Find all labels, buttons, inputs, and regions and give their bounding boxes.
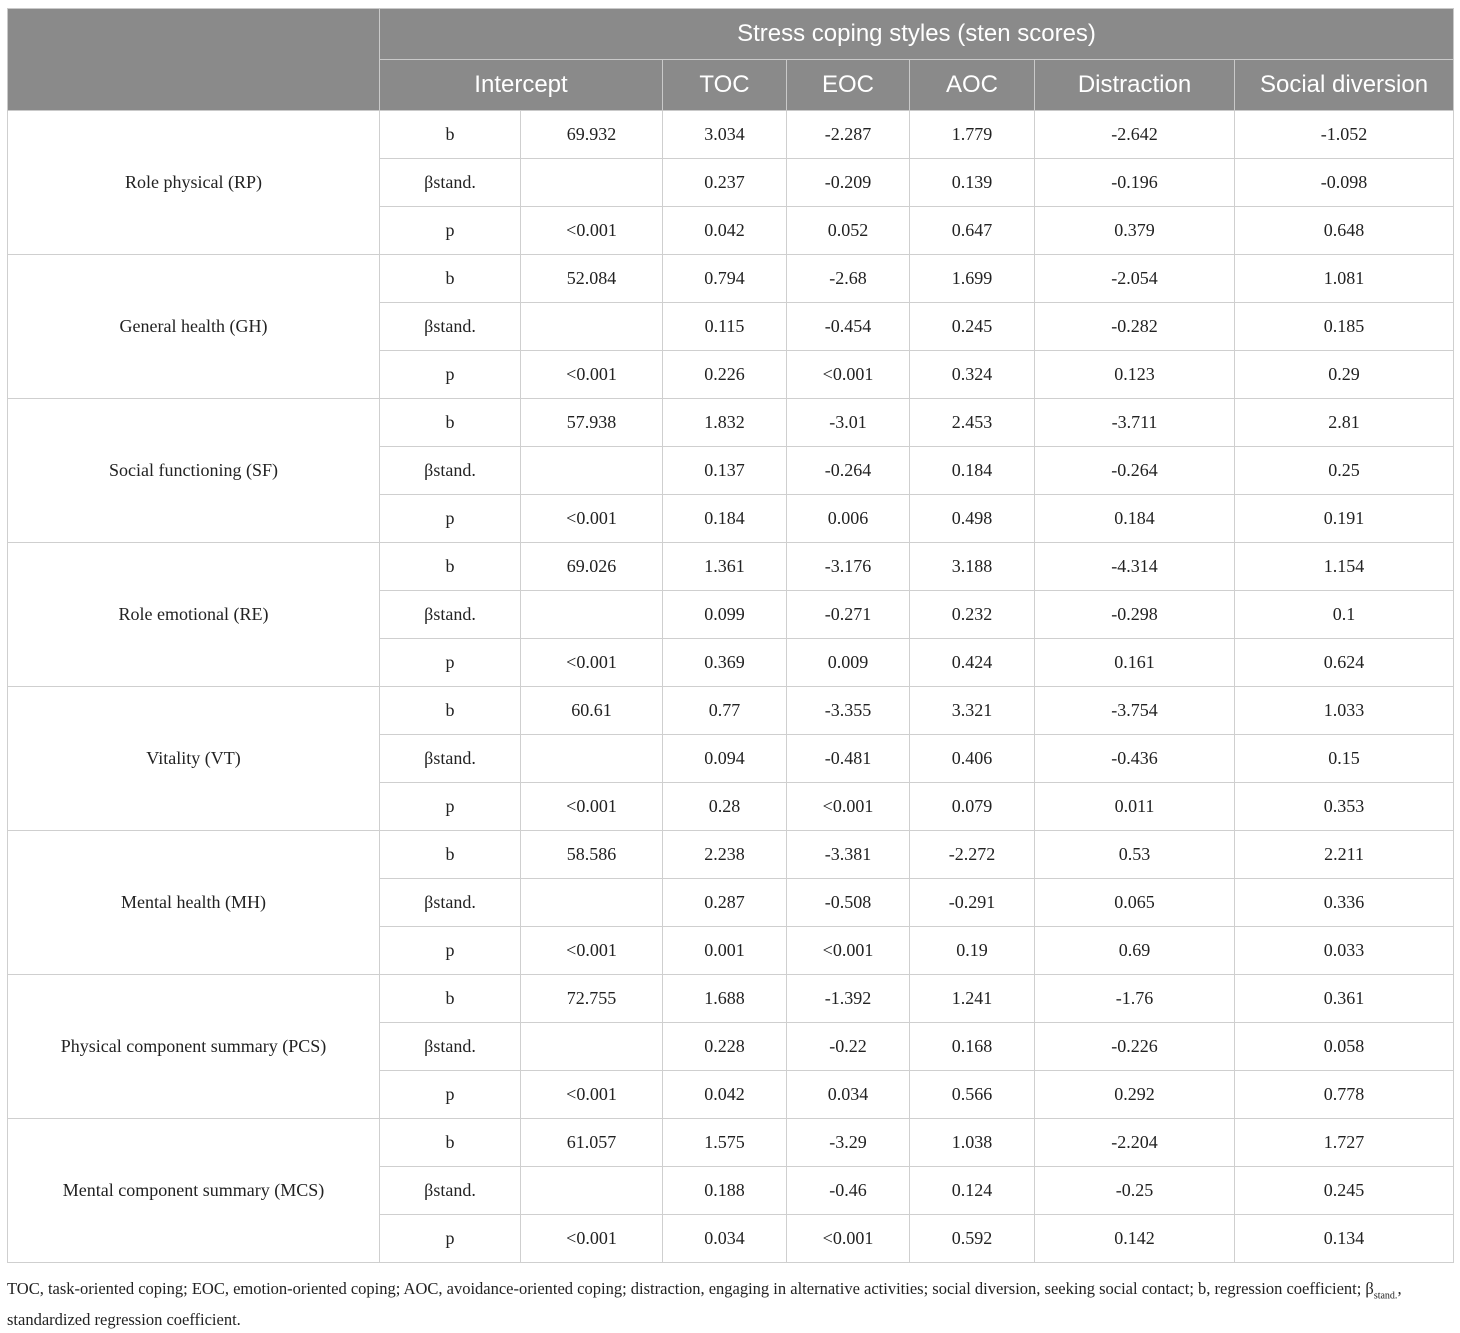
table-cell: <0.001 [521,783,663,831]
table-cell: 0.134 [1235,1215,1454,1263]
table-cell: -0.454 [787,303,910,351]
stat-label: βstand. [380,591,521,639]
table-cell: 0.29 [1235,351,1454,399]
row-group-label: Mental component summary (MCS) [8,1119,380,1263]
stat-label: βstand. [380,735,521,783]
table-cell: 0.647 [910,207,1035,255]
table-cell: 0.379 [1035,207,1235,255]
table-cell: -2.642 [1035,111,1235,159]
table-cell: 3.034 [663,111,787,159]
stat-label: b [380,255,521,303]
table-cell: 0.778 [1235,1071,1454,1119]
table-cell: 0.794 [663,255,787,303]
stat-label: βstand. [380,1167,521,1215]
table-cell: 0.188 [663,1167,787,1215]
table-cell: 0.033 [1235,927,1454,975]
table-cell: 0.185 [1235,303,1454,351]
table-footnote [7,1277,1453,1332]
table-cell: -0.25 [1035,1167,1235,1215]
table-cell: -3.754 [1035,687,1235,735]
table-row [8,399,1454,447]
table-cell: 0.006 [787,495,910,543]
table-cell: 69.026 [521,543,663,591]
table-cell: -0.098 [1235,159,1454,207]
table-cell: 0.648 [1235,207,1454,255]
table-cell: <0.001 [521,639,663,687]
table-cell: 0.142 [1035,1215,1235,1263]
table-cell: -3.29 [787,1119,910,1167]
stat-label: βstand. [380,447,521,495]
table-row [8,111,1454,159]
stat-label: p [380,1215,521,1263]
table-cell: 0.361 [1235,975,1454,1023]
table-cell: 0.123 [1035,351,1235,399]
table-cell: <0.001 [521,1071,663,1119]
row-group-label: Social functioning (SF) [8,399,380,543]
table-cell: -4.314 [1035,543,1235,591]
table-cell: 72.755 [521,975,663,1023]
table-cell: <0.001 [787,1215,910,1263]
row-group-label: Role physical (RP) [8,111,380,255]
table-cell: 0.369 [663,639,787,687]
header-eoc: EOC [787,60,910,111]
table-cell: -3.01 [787,399,910,447]
table-cell: -3.355 [787,687,910,735]
table-cell: 0.232 [910,591,1035,639]
table-cell: -2.68 [787,255,910,303]
footnote-tail: , standardized regression coefficient. [7,1279,1402,1330]
table-cell: -0.209 [787,159,910,207]
table-cell: 3.188 [910,543,1035,591]
table-cell: 0.498 [910,495,1035,543]
table-cell: 1.727 [1235,1119,1454,1167]
table-cell: 0.69 [1035,927,1235,975]
table-cell: 57.938 [521,399,663,447]
table-cell: -0.298 [1035,591,1235,639]
regression-table-container [7,8,1453,1263]
row-group-label: Physical component summary (PCS) [8,975,380,1119]
table-cell: 1.033 [1235,687,1454,735]
footnote-main: TOC, task-oriented coping; EOC, emotion-oriented coping; AOC, avoidance-oriented coping; distraction, engaging in alternative activities; social diversion, seeking social contact; b, regression coefficient; β [7,1279,1374,1298]
stat-label: βstand. [380,1023,521,1071]
table-cell: -0.271 [787,591,910,639]
table-cell: <0.001 [521,207,663,255]
stat-label: p [380,1071,521,1119]
table-cell: 0.226 [663,351,787,399]
row-group-label: General health (GH) [8,255,380,399]
table-cell: -1.392 [787,975,910,1023]
stat-label: b [380,543,521,591]
table-cell: <0.001 [521,351,663,399]
table-cell: 1.038 [910,1119,1035,1167]
table-cell: 0.245 [1235,1167,1454,1215]
table-cell: -3.711 [1035,399,1235,447]
table-cell: 1.699 [910,255,1035,303]
table-cell: 2.211 [1235,831,1454,879]
table-cell: -0.22 [787,1023,910,1071]
table-cell: 0.034 [663,1215,787,1263]
table-row [8,1119,1454,1167]
table-cell: 0.168 [910,1023,1035,1071]
table-cell: -0.481 [787,735,910,783]
stat-label: b [380,1119,521,1167]
table-cell: 0.139 [910,159,1035,207]
table-cell: -0.436 [1035,735,1235,783]
table-cell: 0.624 [1235,639,1454,687]
table-cell: -0.196 [1035,159,1235,207]
table-cell: 0.353 [1235,783,1454,831]
table-cell: 0.245 [910,303,1035,351]
table-cell: 0.1 [1235,591,1454,639]
header-distraction: Distraction [1035,60,1235,111]
table-cell: <0.001 [521,1215,663,1263]
table-cell: 0.042 [663,207,787,255]
table-cell: 2.453 [910,399,1035,447]
table-cell: 60.61 [521,687,663,735]
stat-label: b [380,831,521,879]
table-cell: 52.084 [521,255,663,303]
stat-label: p [380,351,521,399]
table-cell: 58.586 [521,831,663,879]
row-group-label: Vitality (VT) [8,687,380,831]
table-body [8,111,1454,1263]
table-cell: -0.264 [787,447,910,495]
table-cell [521,303,663,351]
table-cell: 0.099 [663,591,787,639]
table-cell: 0.53 [1035,831,1235,879]
stat-label: p [380,927,521,975]
header-super-title: Stress coping styles (sten scores) [380,9,1454,60]
table-cell: 0.15 [1235,735,1454,783]
table-cell: <0.001 [521,927,663,975]
table-row [8,975,1454,1023]
header-toc: TOC [663,60,787,111]
table-header [8,9,1454,111]
table-cell: <0.001 [787,351,910,399]
table-cell: 3.321 [910,687,1035,735]
table-cell: 0.324 [910,351,1035,399]
table-cell: -3.176 [787,543,910,591]
stat-label: βstand. [380,303,521,351]
regression-table [7,8,1454,1263]
table-row [8,831,1454,879]
table-cell: 0.336 [1235,879,1454,927]
table-cell: -0.264 [1035,447,1235,495]
table-cell: -2.287 [787,111,910,159]
table-cell: 0.137 [663,447,787,495]
table-cell: 0.592 [910,1215,1035,1263]
table-cell: 0.184 [1035,495,1235,543]
table-cell: 1.081 [1235,255,1454,303]
table-cell [521,1167,663,1215]
table-cell: 0.115 [663,303,787,351]
row-group-label: Mental health (MH) [8,831,380,975]
table-cell: <0.001 [787,783,910,831]
table-row [8,687,1454,735]
table-cell: 0.161 [1035,639,1235,687]
table-cell: 0.184 [910,447,1035,495]
table-cell: 0.19 [910,927,1035,975]
stat-label: p [380,783,521,831]
table-cell: 0.424 [910,639,1035,687]
table-cell: 2.81 [1235,399,1454,447]
table-cell: 0.406 [910,735,1035,783]
table-cell: 1.575 [663,1119,787,1167]
stat-label: b [380,399,521,447]
table-cell [521,735,663,783]
table-cell: 0.011 [1035,783,1235,831]
table-cell: 1.688 [663,975,787,1023]
table-cell: -2.054 [1035,255,1235,303]
table-cell: 0.034 [787,1071,910,1119]
table-cell: 0.042 [663,1071,787,1119]
table-cell: 0.124 [910,1167,1035,1215]
header-corner [8,9,380,111]
table-cell: 2.238 [663,831,787,879]
table-cell: -0.508 [787,879,910,927]
row-group-label: Role emotional (RE) [8,543,380,687]
table-cell: 0.237 [663,159,787,207]
table-cell: 0.052 [787,207,910,255]
stat-label: b [380,687,521,735]
table-row [8,255,1454,303]
table-cell: 0.191 [1235,495,1454,543]
table-cell: <0.001 [521,495,663,543]
table-cell: -0.291 [910,879,1035,927]
table-cell: -0.282 [1035,303,1235,351]
table-cell: 0.292 [1035,1071,1235,1119]
table-cell: 1.241 [910,975,1035,1023]
table-cell: -2.272 [910,831,1035,879]
stat-label: b [380,975,521,1023]
table-cell [521,1023,663,1071]
footnote-sub: stand. [1373,1290,1398,1302]
table-cell: 0.001 [663,927,787,975]
table-cell [521,591,663,639]
table-cell: -0.46 [787,1167,910,1215]
table-cell: 0.094 [663,735,787,783]
stat-label: p [380,495,521,543]
table-cell: 1.154 [1235,543,1454,591]
table-cell: 0.566 [910,1071,1035,1119]
table-cell [521,447,663,495]
table-cell: -1.76 [1035,975,1235,1023]
table-cell: -3.381 [787,831,910,879]
table-cell: 0.058 [1235,1023,1454,1071]
table-cell: 0.079 [910,783,1035,831]
table-cell: <0.001 [787,927,910,975]
table-cell: 0.287 [663,879,787,927]
table-cell: 69.932 [521,111,663,159]
table-cell [521,159,663,207]
table-row [8,543,1454,591]
header-aoc: AOC [910,60,1035,111]
table-cell: 0.228 [663,1023,787,1071]
stat-label: p [380,207,521,255]
header-intercept: Intercept [380,60,663,111]
table-cell: -0.226 [1035,1023,1235,1071]
table-cell: 0.77 [663,687,787,735]
header-social-diversion: Social diversion [1235,60,1454,111]
table-cell: 1.779 [910,111,1035,159]
table-cell: -2.204 [1035,1119,1235,1167]
table-cell: 0.28 [663,783,787,831]
table-cell: -1.052 [1235,111,1454,159]
table-cell [521,879,663,927]
table-cell: 0.184 [663,495,787,543]
stat-label: βstand. [380,879,521,927]
stat-label: b [380,111,521,159]
stat-label: βstand. [380,159,521,207]
table-cell: 61.057 [521,1119,663,1167]
table-cell: 0.009 [787,639,910,687]
table-cell: 0.065 [1035,879,1235,927]
table-cell: 0.25 [1235,447,1454,495]
table-cell: 1.832 [663,399,787,447]
table-cell: 1.361 [663,543,787,591]
stat-label: p [380,639,521,687]
